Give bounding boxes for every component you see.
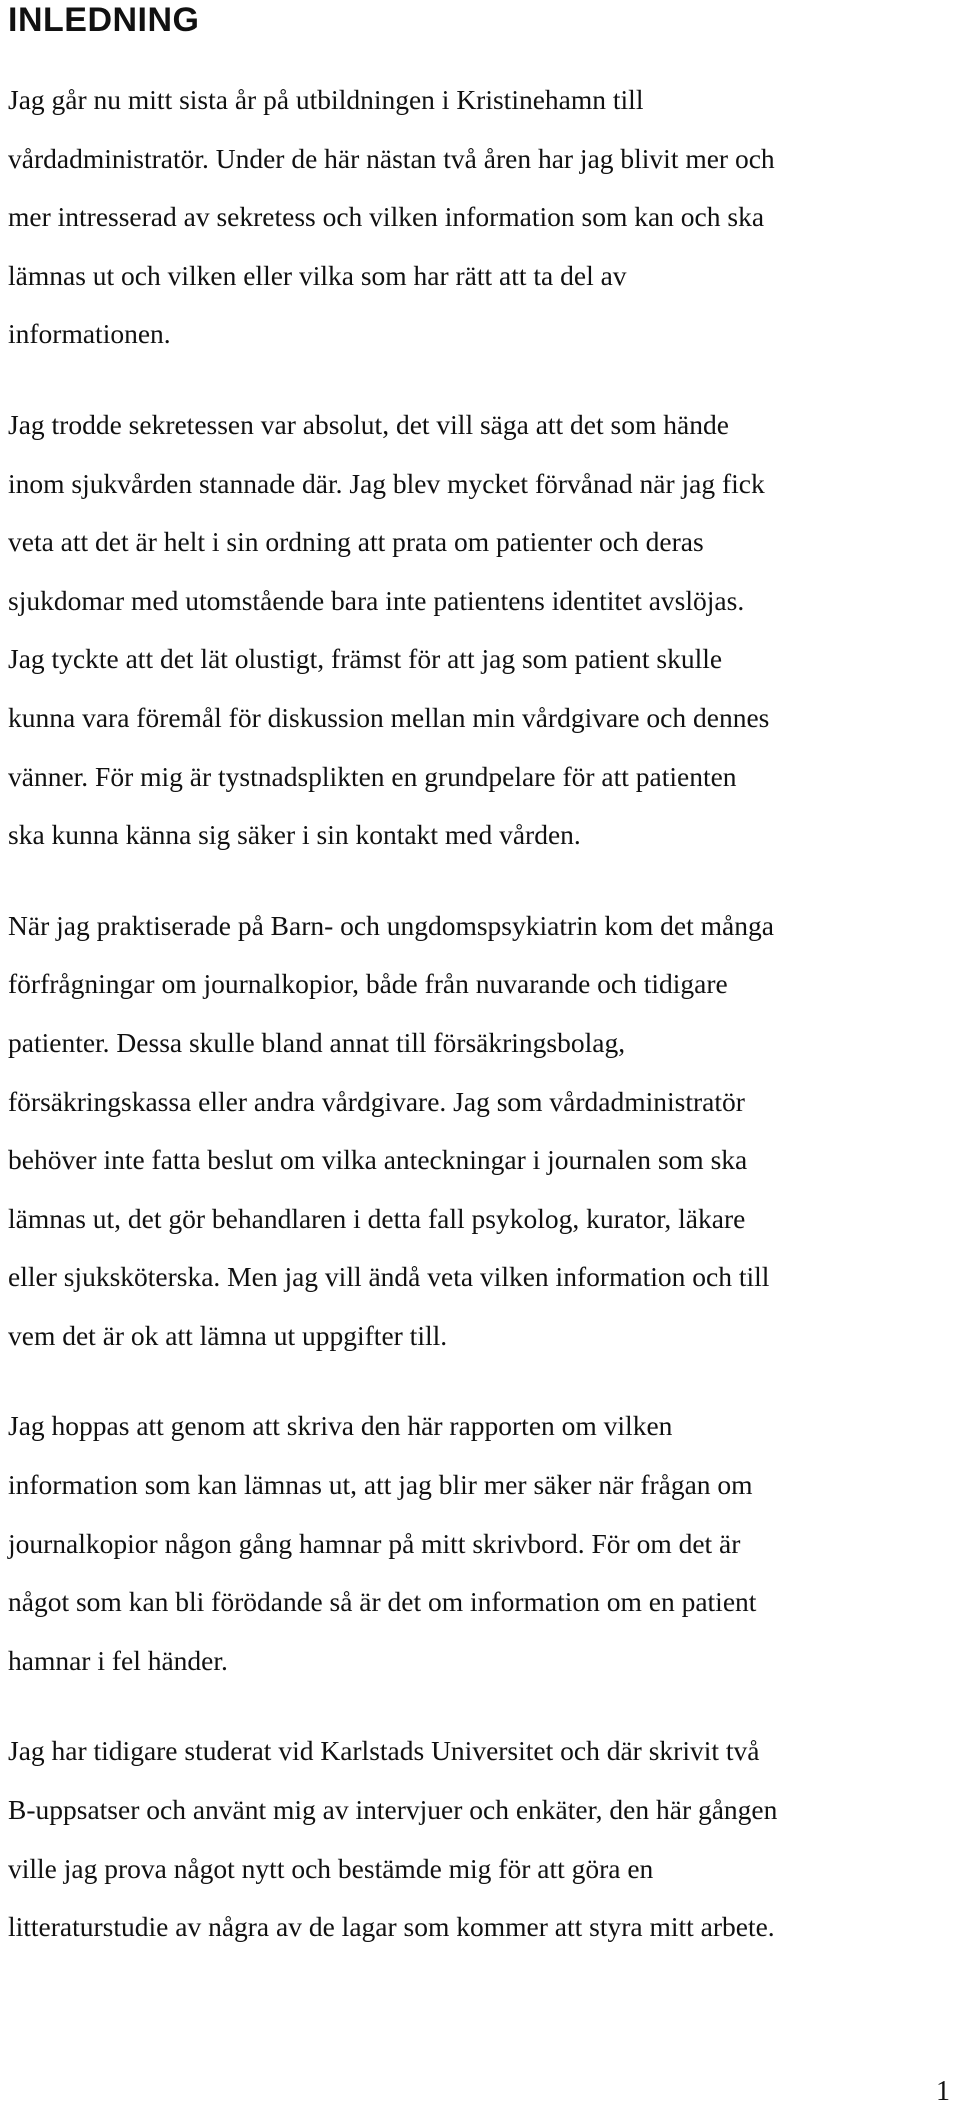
section-heading: INLEDNING [8,1,200,39]
paragraph-intro: Jag går nu mitt sista år på utbildningen i Kristinehamn till vårdadministratör. Under de här nästan två åren har jag blivit mer och mer intresserad av sekretess och vilken information som kan och ska lämnas ut och vilken eller vilka som har rätt att ta del av informationen. [8,84,775,350]
paragraph-internship: När jag praktiserade på Barn- och ungdomspsykiatrin kom det många förfrågningar om journalkopior, både från nuvarande och tidigare patienter. Dessa skulle bland annat till försäkringsbolag, försäkringskassa eller andra vårdgivare. Jag som vårdadministratör behöver inte fatta beslut om vilka anteckningar i journalen som ska lämnas ut, det gör behandlaren i detta fall psykolog, kurator, läkare eller sjuksköterska. Men jag vill ändå veta vilken information och till vem det är ok att lämna ut uppgifter till. [8,909,774,1351]
page-number: 1 [936,2076,950,2107]
body-text [8,78,953,1989]
paragraph-confidentiality: Jag trodde sekretessen var absolut, det vill säga att det som hände inom sjukvården stannade där. Jag blev mycket förvånad när jag fick veta att det är helt i sin ordning att prata om patienter och deras sjukdomar med utomstående bara inte patientens identitet avslöjas. Jag tyckte att det lät olustigt, främst för att jag som patient skulle kunna vara föremål för diskussion mellan min vårdgivare och dennes vänner. För mig är tystnadsplikten en grundpelare för att patienten ska kunna känna sig säker i sin kontakt med vården. [8,408,770,851]
paragraph-purpose: Jag hoppas att genom att skriva den här rapporten om vilken information som kan lämnas ut, att jag blir mer säker när frågan om journalkopior någon gång hamnar på mitt skrivbord. För om det är något som kan bli förödande så är det om information om en patient hamnar i fel händer. [8,1410,757,1676]
paragraph-method: Jag har tidigare studerat vid Karlstads Universitet och där skrivit två B-uppsatser och använt mig av intervjuer och enkäter, den här gången ville jag prova något nytt och bestämde mig för att göra en litteraturstudie av några av de lagar som kommer att styra mitt arbete. [8,1735,778,1943]
